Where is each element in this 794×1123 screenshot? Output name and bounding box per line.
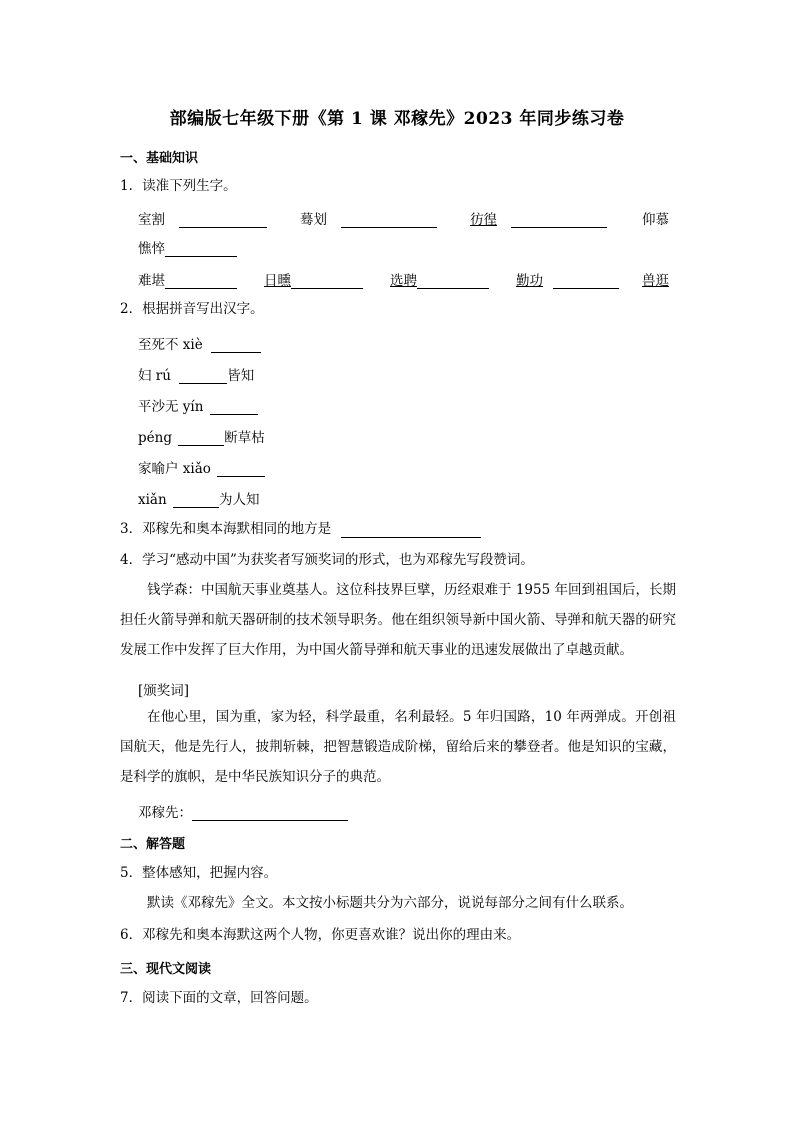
answer-blank[interactable] (217, 461, 265, 477)
pinyin-item: xiǎn 为人知 (138, 492, 260, 508)
pinyin-item: 至死不 xiè (138, 333, 261, 353)
deng-jiaxian-answer: 邓稼先： (138, 801, 348, 821)
pinyin-item: 家喻户 xiǎo (138, 457, 265, 477)
word-item: 勤功 (516, 269, 619, 289)
word-item: 兽逛 (642, 273, 669, 289)
answer-blank[interactable] (341, 522, 481, 538)
word-item: 选聘 (390, 269, 489, 289)
word-item: 蓦划 (300, 208, 437, 228)
answer-blank[interactable] (511, 212, 607, 228)
answer-blank[interactable] (173, 492, 219, 508)
answer-blank[interactable] (192, 805, 348, 821)
question-1-row-1-wrap (138, 237, 678, 257)
question-5-detail: 默读《邓稼先》全文。本文按小标题共分为六部分，说说每部分之间有什么联系。 (147, 895, 633, 911)
question-1-row-2 (138, 269, 678, 289)
question-6: 6．邓稼先和奥本海默这两个人物，你更喜欢谁？说出你的理由来。 (120, 927, 521, 943)
question-1-row-1 (138, 208, 678, 228)
question-5-stem: 5．整体感知，把握内容。 (120, 865, 278, 881)
question-7-stem: 7．阅读下面的文章，回答问题。 (120, 990, 318, 1006)
pinyin-item: 平沙无 yín (138, 395, 258, 415)
pinyin-item: 妇 rú 皆知 (138, 368, 255, 384)
section-heading-basic-knowledge: 一、基础知识 (120, 151, 199, 166)
page-title: 部编版七年级下册《第 1 课 邓稼先》2023 年同步练习卷 (169, 109, 625, 129)
word-item: 室割 (138, 208, 267, 228)
word-item: 憔悴 (138, 237, 237, 257)
answer-blank[interactable] (553, 273, 619, 289)
answer-blank[interactable] (179, 368, 227, 384)
word-item: 日曛 (264, 269, 363, 289)
question-3: 3．邓稼先和奥本海默相同的地方是 (120, 520, 481, 538)
word-item: 彷徨 (470, 208, 607, 228)
pinyin-item: péng 断草枯 (138, 430, 265, 446)
question-2-stem: 2．根据拼音写出汉字。 (120, 301, 264, 317)
answer-blank[interactable] (417, 273, 489, 289)
question-4-stem: 4．学习“感动中国”为获奖者写颁奖词的形式，也为邓稼先写段赞词。 (120, 552, 534, 568)
answer-blank[interactable] (341, 212, 437, 228)
award-speech-label: [颁奖词] (138, 683, 190, 699)
section-heading-answer-questions: 二、解答题 (120, 837, 186, 852)
qian-xuesen-paragraph: 钱学森：中国航天事业奠基人。这位科技界巨擘，历经艰难于 1955 年回到祖国后，长期担任火箭导弹和航天器研制的技术领导职务。他在组织领导新中国火箭、导弹和航天器的研究发展工作中发挥了巨大作用，为中国火箭导弹和航天事业的迅速发展做出了卓越贡献。 (120, 582, 676, 658)
question-1-stem: 1．读准下列生字。 (120, 178, 237, 194)
section-heading-modern-reading: 三、现代文阅读 (120, 962, 212, 977)
word-item: 难堪 (138, 269, 237, 289)
answer-blank[interactable] (165, 241, 237, 257)
answer-blank[interactable] (165, 273, 237, 289)
word-item: 仰慕 (642, 212, 669, 228)
answer-blank[interactable] (211, 337, 261, 353)
answer-blank[interactable] (178, 430, 224, 446)
answer-blank[interactable] (291, 273, 363, 289)
answer-blank[interactable] (210, 399, 258, 415)
answer-blank[interactable] (179, 212, 267, 228)
award-speech-paragraph: 在他心里，国为重，家为轻，科学最重，名利最轻。5 年归国路，10 年两弹成。开创祖国航天，他是先行人，披荆斩棘，把智慧锻造成阶梯，留给后来的攀登者。他是知识的宝藏，是科学的旗帜，是中华民族知识分子的典范。 (120, 709, 676, 785)
